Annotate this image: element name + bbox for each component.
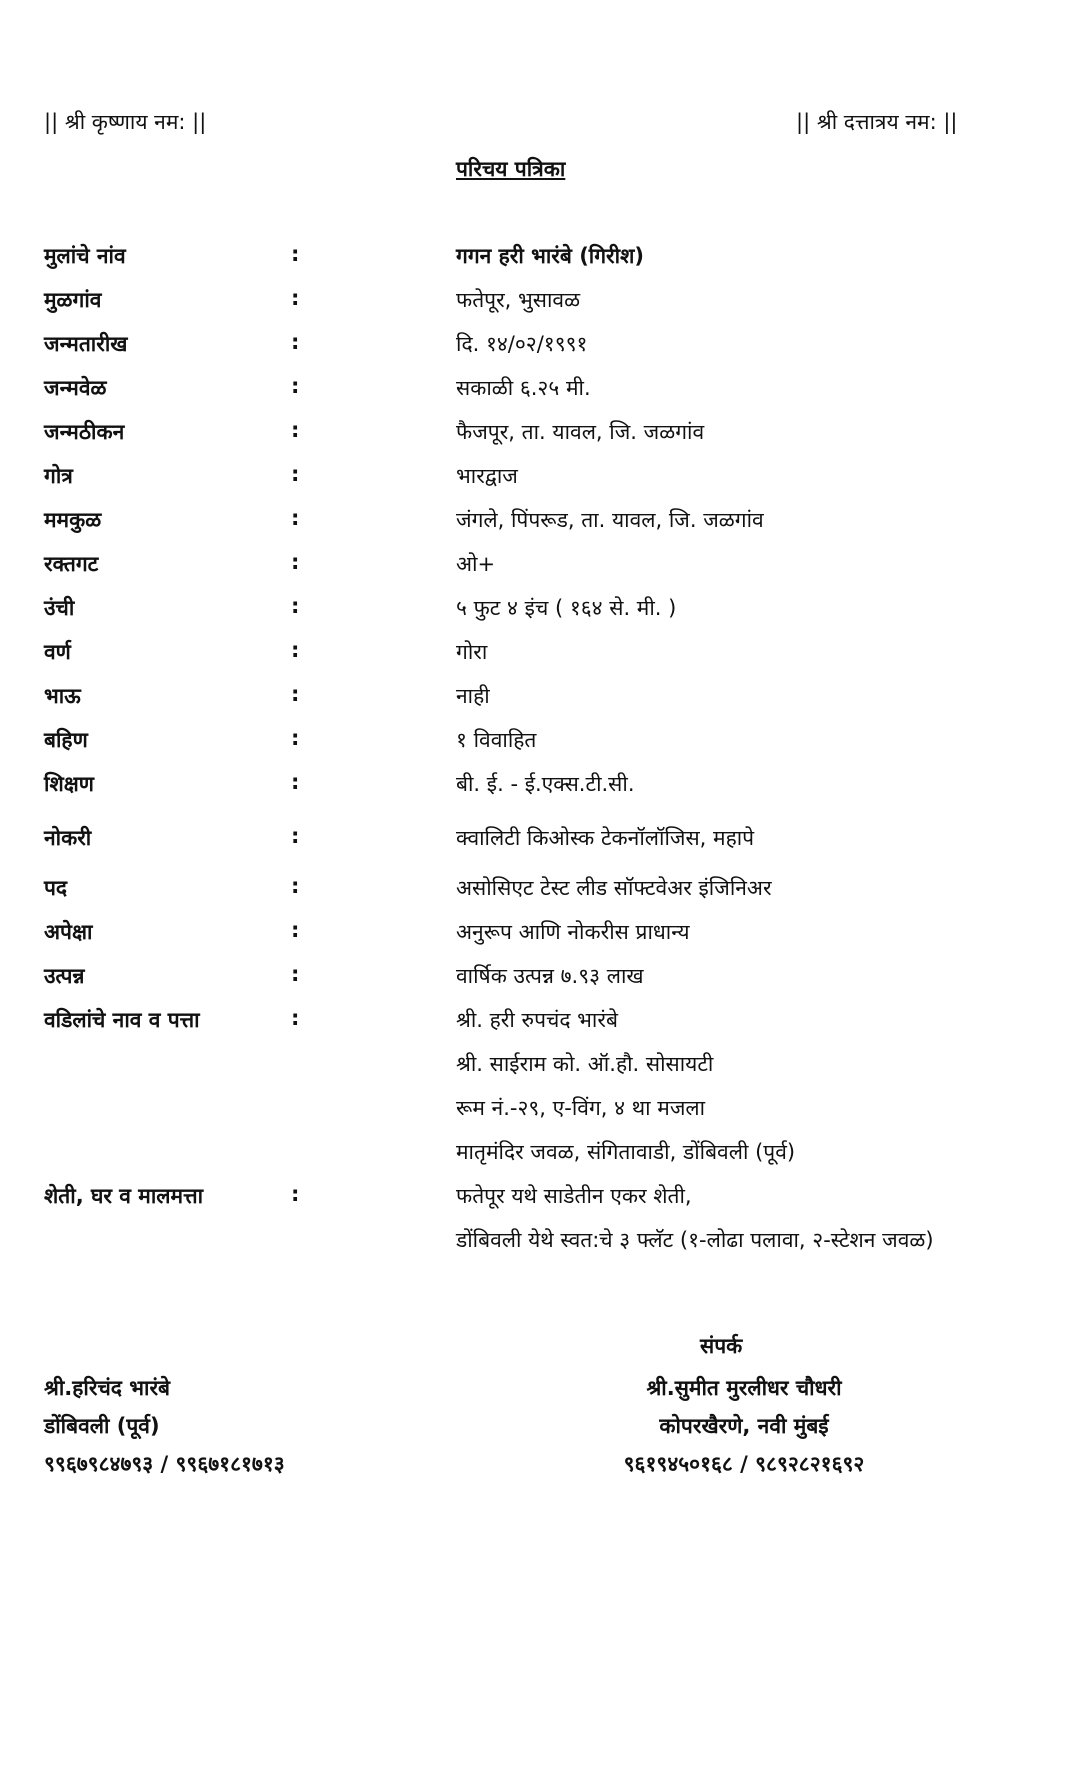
field-row: [0, 1050, 1080, 1094]
field-row: [0, 1006, 1080, 1050]
field-colon: :: [291, 506, 300, 530]
field-value: भारद्वाज: [456, 464, 518, 488]
contact-left-phones: ९९६७९८४७९३ / ९९६७१८१७१३: [44, 1452, 285, 1476]
contact-heading: संपर्क: [700, 1334, 743, 1358]
field-colon: :: [291, 462, 300, 486]
field-row: [0, 374, 1080, 418]
field-colon: :: [291, 594, 300, 618]
field-value: मातृमंदिर जवळ, संगितावाडी, डोंबिवली (पूर्व): [456, 1140, 796, 1164]
field-label: नोकरी: [44, 826, 92, 850]
field-value: सकाळी ६.२५ मी.: [456, 376, 591, 400]
field-label: उंची: [44, 596, 75, 620]
field-colon: :: [291, 874, 300, 898]
field-row: [0, 918, 1080, 962]
field-label: भाऊ: [44, 684, 81, 708]
contact-left: [44, 1374, 285, 1488]
field-value: डोंबिवली येथे स्वत:चे ३ फ्लॅट (१-लोढा पलावा, २-स्टेशन जवळ): [456, 1228, 934, 1252]
field-row: [0, 824, 1080, 868]
field-row: [0, 1094, 1080, 1138]
field-row: [0, 506, 1080, 550]
field-colon: :: [291, 286, 300, 310]
field-label: ममकुळ: [44, 508, 102, 532]
field-row: [0, 418, 1080, 462]
field-label: वर्ण: [44, 640, 71, 664]
field-value: अनुरूप आणि नोकरीस प्राधान्य: [456, 920, 690, 944]
field-colon: :: [291, 418, 300, 442]
field-value: क्वालिटी किओस्क टेकनॉलॉजिस, महापे: [456, 826, 755, 850]
contact-left-name: श्री.हरिचंद भारंबे: [44, 1376, 171, 1400]
document-title: परिचय पत्रिका: [456, 157, 566, 181]
field-label: मुळगांव: [44, 288, 102, 312]
field-value: दि. १४/०२/१९९१: [456, 332, 588, 356]
field-row: [0, 1226, 1080, 1270]
field-colon: :: [291, 918, 300, 942]
field-label: जन्मतारीख: [44, 332, 128, 356]
field-value: गगन हरी भारंबे (गिरीश): [456, 244, 644, 268]
field-row: [0, 594, 1080, 638]
field-value: फतेपूर, भुसावळ: [456, 288, 581, 312]
field-label: शिक्षण: [44, 772, 94, 796]
field-colon: :: [291, 1182, 300, 1206]
field-row: [0, 462, 1080, 506]
field-colon: :: [291, 1006, 300, 1030]
field-value: वार्षिक उत्पन्न ७.९३ लाख: [456, 964, 644, 988]
field-colon: :: [291, 726, 300, 750]
field-value: ओ+: [456, 552, 496, 576]
field-row: [0, 1182, 1080, 1226]
field-colon: :: [291, 770, 300, 794]
field-value: ५ फुट ४ इंच ( १६४ से. मी. ): [456, 596, 677, 620]
field-label: शेती, घर व मालमत्ता: [44, 1184, 204, 1208]
field-row: [0, 242, 1080, 286]
contact-right: [614, 1374, 874, 1488]
field-colon: :: [291, 824, 300, 848]
field-row: [0, 874, 1080, 918]
field-value: फतेपूर यथे साडेतीन एकर शेती,: [456, 1184, 692, 1208]
field-row: [0, 550, 1080, 594]
field-label: पद: [44, 876, 68, 900]
field-label: गोत्र: [44, 464, 73, 488]
contact-left-place: डोंबिवली (पूर्व): [44, 1414, 160, 1438]
field-label: रक्तगट: [44, 552, 99, 576]
invocation-left: || श्री कृष्णाय नम: ||: [44, 110, 207, 134]
field-value: १ विवाहित: [456, 728, 537, 752]
field-value: फैजपूर, ता. यावल, जि. जळगांव: [456, 420, 705, 444]
field-value: गोरा: [456, 640, 488, 664]
field-colon: :: [291, 330, 300, 354]
field-value: जंगले, पिंपरूड, ता. यावल, जि. जळगांव: [456, 508, 764, 532]
invocation-right: || श्री दत्तात्रय नम: ||: [796, 110, 958, 134]
field-colon: :: [291, 242, 300, 266]
field-row: [0, 286, 1080, 330]
contact-right-phones: ९६१९४५०१६८ / ९८९२८२१६९२: [623, 1452, 865, 1476]
field-value: श्री. साईराम को. ऑ.हौ. सोसायटी: [456, 1052, 714, 1076]
field-value: असोसिएट टेस्ट लीड सॉफ्टवेअर इंजिनिअर: [456, 876, 772, 900]
field-label: जन्मठीकन: [44, 420, 125, 444]
contact-right-place: कोपरखैरणे, नवी मुंबई: [659, 1414, 829, 1438]
field-value: श्री. हरी रुपचंद भारंबे: [456, 1008, 618, 1032]
field-colon: :: [291, 962, 300, 986]
field-colon: :: [291, 374, 300, 398]
field-value: नाही: [456, 684, 490, 708]
field-row: [0, 330, 1080, 374]
field-label: बहिण: [44, 728, 88, 752]
field-label: उत्पन्न: [44, 964, 85, 988]
field-value: बी. ई. - ई.एक्स.टी.सी.: [456, 772, 635, 796]
field-label: जन्मवेळ: [44, 376, 107, 400]
field-row: [0, 638, 1080, 682]
field-colon: :: [291, 638, 300, 662]
field-row: [0, 962, 1080, 1006]
field-row: [0, 726, 1080, 770]
field-row: [0, 770, 1080, 814]
field-row: [0, 682, 1080, 726]
contact-right-name: श्री.सुमीत मुरलीधर चौधरी: [646, 1376, 842, 1400]
field-label: अपेक्षा: [44, 920, 93, 944]
field-colon: :: [291, 550, 300, 574]
field-row: [0, 1138, 1080, 1182]
field-label: मुलांचे नांव: [44, 244, 126, 268]
field-label: वडिलांचे नाव व पत्ता: [44, 1008, 200, 1032]
field-colon: :: [291, 682, 300, 706]
field-value: रूम नं.-२९, ए-विंग, ४ था मजला: [456, 1096, 706, 1120]
